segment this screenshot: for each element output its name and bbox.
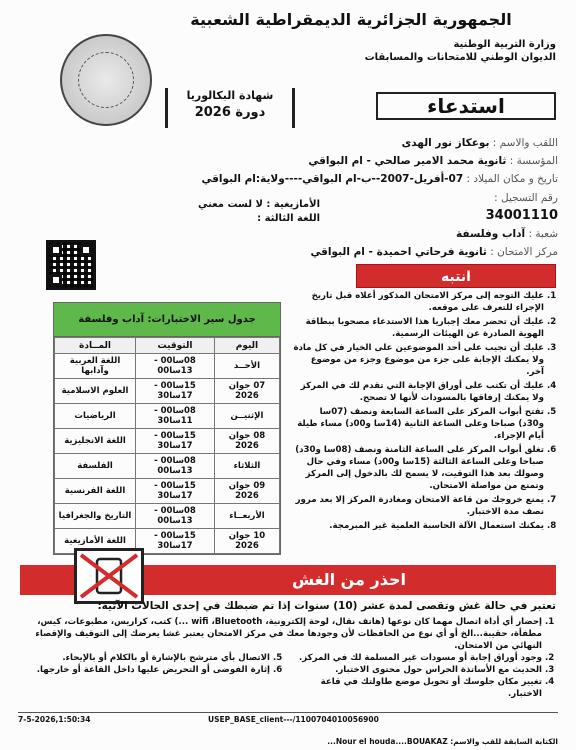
cell-time: 15سا00 - 17سا30 (136, 529, 215, 554)
cell-subject: العلوم الاسلامية (55, 379, 136, 404)
footer-code: USEP_BASE_client---/1100704010056900 (208, 715, 379, 724)
center-label: مركز الامتحان : (490, 246, 558, 259)
cell-subject: الفلسفة (55, 454, 136, 479)
cell-time: 08سا00 - 13سا00 (136, 454, 215, 479)
notice-title: انتبه (356, 264, 556, 288)
cell-day: 09 جوان 2026 (214, 479, 279, 504)
center-value: ثانوية فرحاتي احميدة - ام البواقي (310, 246, 487, 259)
col-day: اليوم (214, 338, 279, 354)
schedule-title: جدول سير الاختبارات: آداب وفلسفة (54, 303, 280, 337)
cell-day: الأربعــاء (214, 504, 279, 529)
name-label: اللقب والاسم : (492, 137, 558, 149)
qr-code-icon (46, 240, 96, 290)
col-subject: المــادة (55, 338, 136, 354)
branch-value: آداب وفلسفة (456, 228, 526, 241)
school-label: المؤسسة : (509, 155, 558, 168)
cheat-columns (20, 652, 556, 700)
table-row (55, 379, 280, 404)
qr-corner (80, 244, 92, 256)
notice-item: 4. عليك أن تكتب على أوراق الإجابة التي تقدم لك في المركز ولا يمكنك إرفاقها بالمسودات لأنها لا تصحح. (291, 380, 544, 404)
cell-subject: اللغة الانجليزية (55, 429, 136, 454)
notice-item: 2. عليك أن تحضر معك إجباريا هذا الاستدعاء مصحوبا ببطاقة الهوية الصادرة عن الهيئات الرسمية. (291, 316, 544, 340)
qr-corner (50, 244, 62, 256)
amazigh-status: الأمازيغية : لا لست معني (197, 199, 320, 210)
exam-box (165, 88, 295, 128)
cell-subject: اللغة الفرنسية (55, 479, 136, 504)
cell-time: 08سا00 - 11سا30 (136, 404, 215, 429)
exam-session: دورة 2026 (194, 105, 266, 120)
schedule-table (53, 302, 281, 555)
page-footer (18, 712, 558, 746)
notice-item: 3. عليك أن تجيب على أحد الموضوعين على الخيار في كل مادة ولا يمكنك الإجابة على جزء من موضوع وجزء من موضوع آخر. (291, 342, 544, 378)
cell-subject: الرياضيات (55, 404, 136, 429)
exam-name: شهادة البكالوريا (186, 89, 274, 102)
cell-day: 10 جوان 2026 (214, 529, 279, 554)
ministry-name: وزارة التربية الوطنية (453, 39, 556, 50)
cheat-rules (20, 598, 556, 700)
reg-value: 34001110 (485, 207, 558, 223)
notice-item: 5. تفتح أبواب المركز على الساعة السابعة ونصف (07سا و30د) صباحا وعلى الساعة الثانية (14سا و00د) مساء طيلة أيام الإجراء. (291, 406, 544, 442)
qr-corner (50, 274, 62, 286)
cheat-lead: تعتبر في حالة غش وتقصى لمدة عشر (10) سنوات إذا تم ضبطك في إحدى الحالات الآتية: (97, 600, 556, 612)
branch-label: شعبة : (528, 228, 558, 241)
footer-timestamp: 7-5-2026,1:50:34 (18, 715, 91, 724)
notice-list (291, 290, 556, 534)
table-row (55, 354, 280, 379)
office-name: الديوان الوطني للامتحانات والمسابقات (364, 52, 556, 63)
cell-day: الأحــد (214, 354, 279, 379)
third-language: اللغة الثالثة : (257, 213, 320, 224)
school-value: ثانوية محمد الامير صالحي - ام البواقي (308, 155, 507, 168)
cell-subject: اللغة الأمازيغية (55, 529, 136, 554)
cheat-item: 4. تغيير مكان جلوسك أو تحويل موضع طاولتك في قاعة الاختبار. (292, 676, 542, 700)
cell-day: الإثنيــن (214, 404, 279, 429)
cheat-warning-title: احذر من الغش (20, 565, 556, 595)
cheat-item: 2. وجود أوراق إجابة أو مسودات غير المسلمة لك في المركز. (292, 652, 542, 664)
center-row (158, 243, 558, 261)
birth-label: تاريخ و مكان الميلاد : (466, 173, 558, 186)
table-row (55, 404, 280, 429)
page-title: استدعاء (376, 92, 556, 120)
schedule-grid (54, 337, 280, 554)
ministry-block (365, 38, 556, 64)
table-row (55, 429, 280, 454)
cheat-item: 6. إثارة الفوضى أو التحريض عليها داخل القاعة أو خارجها. (20, 664, 270, 676)
name-value: بوعكاز نور الهدى (401, 137, 490, 149)
cell-day: 07 جوان 2026 (214, 379, 279, 404)
table-row (55, 504, 280, 529)
table-row (55, 454, 280, 479)
no-phone-icon (74, 548, 144, 604)
name-row (158, 134, 558, 152)
col-time: التوقيت (136, 338, 215, 354)
no-phone-icon-svg (77, 551, 141, 601)
notice-item: 1. عليك التوجه إلى مركز الامتحان المذكور أعلاه قبل تاريخ الإجراء للتعرف على موقعه. (291, 290, 544, 314)
notice-item: 7. يمنع خروجك من قاعة الامتحان ومغادرة المركز إلا بعد مرور نصف مدة الاختبار. (291, 494, 544, 518)
republic-title: الجمهورية الجزائرية الديمقراطية الشعبية (190, 10, 512, 29)
cell-time: 08سا00 - 13سا00 (136, 504, 215, 529)
footer-signature: الكتابة السابقة للقب والاسم: Nour el houda....BOUAKAZ... (327, 737, 558, 746)
cell-time: 15سا00 - 17سا30 (136, 379, 215, 404)
cell-time: 15سا00 - 17سا30 (136, 429, 215, 454)
birth-row (158, 170, 558, 188)
seal-inner-ring (78, 52, 134, 108)
cell-time: 15سا00 - 17سا30 (136, 479, 215, 504)
cell-subject: اللغة العربية وآدابها (55, 354, 136, 379)
birth-value: 07-أفريل-2007--ب-ام البواقي----ولاية:ام البواقي (201, 173, 464, 186)
cheat-item: 1. إحضار أي أداة اتصال مهما كان نوعها (هاتف نقال، لوحة إلكترونية، wifi ،Bluetooth ...) كتب، كراريس، مطبوعات، كيس، مطفأة، حقيبة...الخ أو أي نوع من الحافظات لأن وجودها معك في مركز الامتحان يعتبر غشا يعرضك إلى التوقيف والإقصاء النهائي من الامتحان. (20, 616, 542, 652)
cheat-item: 5. الاتصال بأي مترشح بالإشارة أو بالكلام أو بالإيحاء. (20, 652, 270, 664)
school-row (158, 152, 558, 170)
branch-row (158, 225, 558, 243)
notice-item: 6. تغلق أبواب المركز على الساعة الثامنة ونصف (08سا و30د) صباحا وعلى الساعة الثالثة (15سا و00د) مساء وفي حال وصولك بعد هذا التوقيت، لا يسمح لك بالدخول إلى المركز وتمنع من مواصلة الامتحان. (291, 444, 544, 492)
language-block (150, 198, 320, 226)
official-seal-icon (60, 34, 152, 126)
notice-item: 8. يمكنك استعمال الآلة الحاسبة العلمية غير المبرمجة. (291, 520, 544, 532)
cell-subject: التاريخ والجغرافيا (55, 504, 136, 529)
cell-day: 08 جوان 2026 (214, 429, 279, 454)
cheat-item: 3. الحديث مع الأساتذة الحراس حول محتوى الاختبار. (292, 664, 542, 676)
reg-label: رقم التسجيل : (494, 191, 558, 204)
table-row (55, 479, 280, 504)
cell-time: 08سا00 - 13سا00 (136, 354, 215, 379)
cell-day: الثلاثاء (214, 454, 279, 479)
